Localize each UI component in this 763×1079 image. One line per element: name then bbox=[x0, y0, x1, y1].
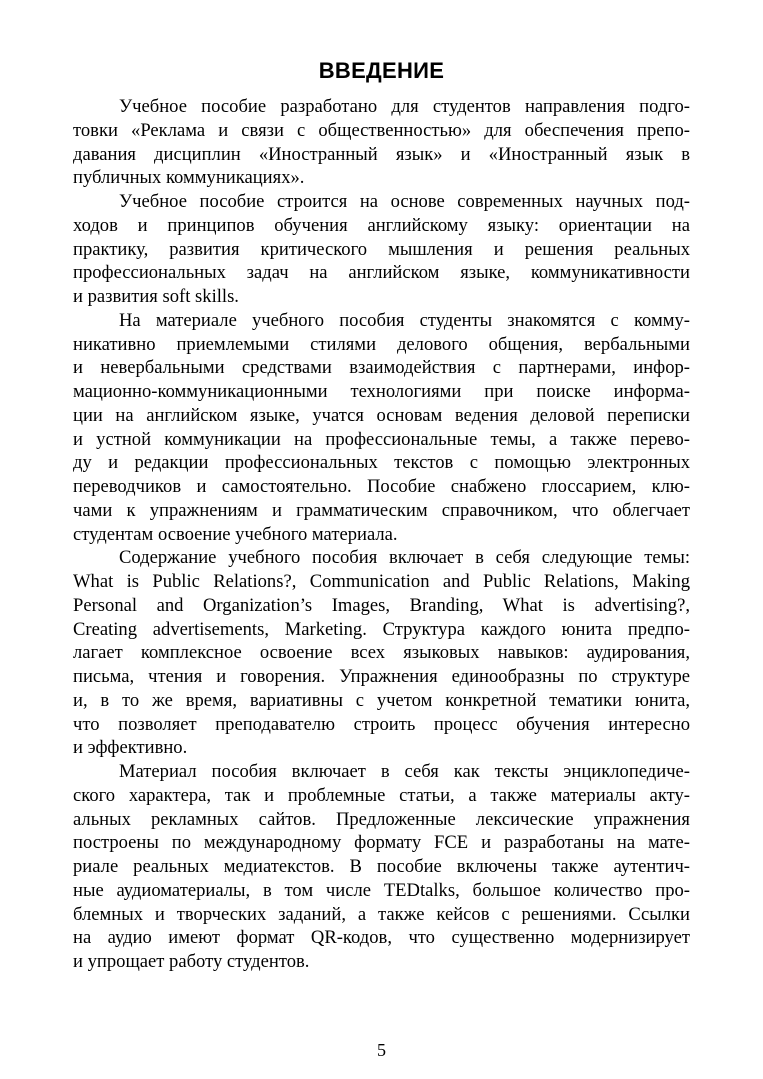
text-line: и невербальными средствами взаимодействия с партнерами, инфор- bbox=[73, 357, 690, 379]
text-line: на аудио имеют формат QR-кодов, что существенно модернизирует bbox=[73, 927, 690, 949]
text-line: что позволяет преподавателю строить процесс обучения интересно bbox=[73, 713, 690, 735]
text-line: лагает комплексное освоение всех языковых навыков: аудирования, bbox=[73, 642, 690, 664]
page-number: 5 bbox=[377, 1040, 386, 1060]
text-line: Personal and Organization’s Images, Branding, What is advertising?, bbox=[73, 594, 690, 616]
text-line: блемных и творческих заданий, а также кейсов с решениями. Ссылки bbox=[73, 903, 690, 925]
text-line: практику, развития критического мышления и решения реальных bbox=[73, 238, 690, 260]
text-line: риале реальных медиатекстов. В пособие включены также аутентич- bbox=[73, 856, 690, 877]
text-line: публичных коммуникациях». bbox=[73, 167, 305, 189]
text-line: товки «Реклама и связи с общественностью» для обеспечения препо- bbox=[73, 119, 690, 141]
text-line: альных рекламных сайтов. Предложенные лексические упражнения bbox=[73, 808, 690, 830]
text-line: Содержание учебного пособия включает в себя следующие темы: bbox=[119, 547, 690, 569]
text-line: и, в то же время, вариативны с учетом конкретной тематики юнита, bbox=[73, 689, 690, 711]
paragraph-4 bbox=[73, 546, 690, 760]
text-line: и эффективно. bbox=[73, 737, 188, 759]
paragraph-3 bbox=[73, 309, 690, 547]
text-line: ского характера, так и проблемные статьи, а также материалы акту- bbox=[73, 784, 690, 806]
text-line: ные аудиоматериалы, в том числе TEDtalks, большое количество про- bbox=[73, 879, 690, 901]
text-line: Материал пособия включает в себя как тексты энциклопедиче- bbox=[119, 761, 690, 782]
paragraph-1 bbox=[73, 95, 690, 190]
text-line: профессиональных задач на английском языке, коммуникативности bbox=[73, 262, 690, 284]
text-line: What is Public Relations?, Communication and Public Relations, Making bbox=[73, 571, 690, 592]
document-page bbox=[73, 58, 690, 974]
text-line: чами к упражнениям и грамматическим справочником, что облегчает bbox=[73, 499, 690, 521]
paragraph-2 bbox=[73, 190, 690, 309]
text-line: Creating advertisements, Marketing. Структура каждого юнита предпо- bbox=[73, 618, 690, 640]
text-line: Учебное пособие строится на основе современных научных под- bbox=[119, 191, 690, 212]
body-text bbox=[73, 95, 690, 974]
text-line: мационно-коммуникационными технологиями при поиске информа- bbox=[73, 381, 690, 402]
paragraph-5 bbox=[73, 760, 690, 974]
text-line: никативно приемлемыми стилями делового общения, вербальными bbox=[73, 333, 690, 355]
text-line: и упрощает работу студентов. bbox=[73, 951, 310, 972]
text-line: и развития soft skills. bbox=[73, 286, 239, 307]
text-line: ходов и принципов обучения английскому языку: ориентации на bbox=[73, 214, 690, 236]
text-line: На материале учебного пособия студенты знакомятся с комму- bbox=[119, 309, 690, 331]
text-line: ции на английском языке, учатся основам ведения деловой переписки bbox=[73, 404, 690, 426]
page-title: ВВЕДЕНИЕ bbox=[318, 58, 445, 83]
text-line: давания дисциплин «Иностранный язык» и «Иностранный язык в bbox=[73, 143, 690, 165]
text-line: построены по международному формату FCE и разработаны на мате- bbox=[73, 832, 690, 854]
text-line: ду и редакции профессиональных текстов с помощью электронных bbox=[73, 452, 690, 474]
text-line: переводчиков и самостоятельно. Пособие снабжено глоссарием, клю- bbox=[73, 476, 690, 497]
text-line: студентам освоение учебного материала. bbox=[73, 523, 398, 545]
text-line: Учебное пособие разработано для студентов направления подго- bbox=[119, 96, 690, 117]
text-line: письма, чтения и говорения. Упражнения единообразны по структуре bbox=[73, 666, 690, 687]
text-line: и устной коммуникации на профессиональные темы, а также перево- bbox=[73, 428, 690, 450]
